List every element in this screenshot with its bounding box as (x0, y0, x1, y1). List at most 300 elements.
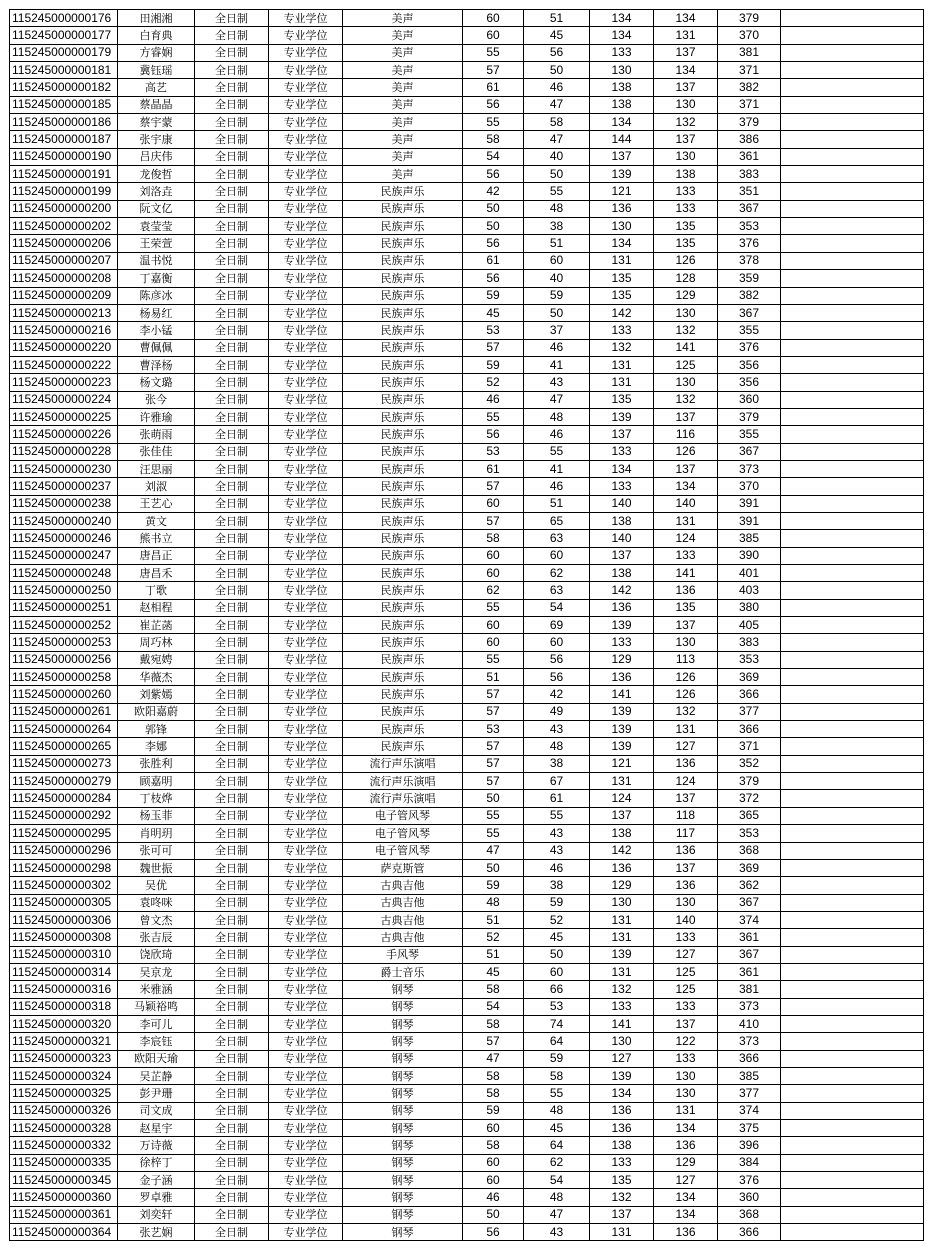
cell-degree-type: 专业学位 (269, 408, 343, 425)
cell-degree-type: 专业学位 (269, 825, 343, 842)
cell-score-politics: 58 (463, 131, 524, 148)
table-row (10, 981, 924, 998)
cell-score-subject1: 131 (590, 963, 654, 980)
cell-name: 蔡晶晶 (118, 96, 195, 113)
cell-score-politics: 50 (463, 859, 524, 876)
cell-score-politics: 42 (463, 183, 524, 200)
cell-score-politics: 60 (463, 617, 524, 634)
cell-score-english: 55 (524, 183, 590, 200)
cell-degree-type: 专业学位 (269, 27, 343, 44)
cell-candidate-id: 115245000000360 (10, 1189, 118, 1206)
cell-score-subject1: 131 (590, 911, 654, 928)
cell-score-english: 51 (524, 10, 590, 27)
cell-candidate-id: 115245000000361 (10, 1206, 118, 1223)
cell-major: 手风琴 (343, 946, 463, 963)
cell-score-english: 56 (524, 651, 590, 668)
cell-degree-type: 专业学位 (269, 304, 343, 321)
cell-remark (781, 408, 924, 425)
cell-candidate-id: 115245000000302 (10, 877, 118, 894)
cell-remark (781, 1085, 924, 1102)
table-row (10, 911, 924, 928)
table-row (10, 1085, 924, 1102)
cell-score-politics: 45 (463, 963, 524, 980)
cell-total-score: 382 (718, 287, 781, 304)
cell-score-subject2: 125 (654, 356, 718, 373)
cell-degree-type: 专业学位 (269, 339, 343, 356)
cell-score-politics: 54 (463, 998, 524, 1015)
cell-score-subject1: 137 (590, 148, 654, 165)
cell-score-subject2: 134 (654, 1206, 718, 1223)
cell-major: 民族声乐 (343, 547, 463, 564)
cell-remark (781, 1120, 924, 1137)
cell-degree-type: 专业学位 (269, 686, 343, 703)
score-table (9, 9, 924, 1241)
cell-candidate-id: 115245000000199 (10, 183, 118, 200)
cell-study-mode: 全日制 (195, 96, 269, 113)
cell-degree-type: 专业学位 (269, 391, 343, 408)
cell-total-score: 366 (718, 721, 781, 738)
cell-total-score: 352 (718, 755, 781, 772)
cell-study-mode: 全日制 (195, 790, 269, 807)
cell-score-subject1: 136 (590, 1102, 654, 1119)
table-row (10, 1137, 924, 1154)
cell-score-subject1: 132 (590, 981, 654, 998)
cell-score-subject1: 137 (590, 1206, 654, 1223)
cell-candidate-id: 115245000000328 (10, 1120, 118, 1137)
cell-score-politics: 53 (463, 443, 524, 460)
cell-study-mode: 全日制 (195, 686, 269, 703)
table-row (10, 963, 924, 980)
cell-major: 民族声乐 (343, 530, 463, 547)
cell-score-politics: 57 (463, 339, 524, 356)
cell-study-mode: 全日制 (195, 1085, 269, 1102)
cell-score-english: 56 (524, 669, 590, 686)
cell-degree-type: 专业学位 (269, 96, 343, 113)
table-row (10, 634, 924, 651)
cell-name: 吴芷静 (118, 1067, 195, 1084)
cell-score-subject1: 139 (590, 1067, 654, 1084)
cell-remark (781, 599, 924, 616)
cell-score-politics: 61 (463, 460, 524, 477)
table-row (10, 252, 924, 269)
cell-candidate-id: 115245000000246 (10, 530, 118, 547)
cell-score-english: 43 (524, 842, 590, 859)
cell-study-mode: 全日制 (195, 998, 269, 1015)
cell-score-english: 62 (524, 1154, 590, 1171)
table-row (10, 495, 924, 512)
cell-name: 唐昌正 (118, 547, 195, 564)
cell-total-score: 380 (718, 599, 781, 616)
cell-total-score: 385 (718, 1067, 781, 1084)
cell-remark (781, 426, 924, 443)
cell-candidate-id: 115245000000240 (10, 512, 118, 529)
cell-major: 民族声乐 (343, 235, 463, 252)
cell-study-mode: 全日制 (195, 62, 269, 79)
cell-score-english: 43 (524, 374, 590, 391)
cell-score-politics: 57 (463, 512, 524, 529)
cell-total-score: 374 (718, 1102, 781, 1119)
cell-name: 曾文杰 (118, 911, 195, 928)
cell-score-subject1: 135 (590, 270, 654, 287)
cell-score-politics: 55 (463, 599, 524, 616)
cell-score-subject1: 136 (590, 859, 654, 876)
cell-study-mode: 全日制 (195, 1224, 269, 1241)
table-row (10, 96, 924, 113)
cell-candidate-id: 115245000000295 (10, 825, 118, 842)
cell-name: 唐昌禾 (118, 565, 195, 582)
cell-score-politics: 60 (463, 565, 524, 582)
cell-name: 马颖裕鸣 (118, 998, 195, 1015)
cell-major: 流行声乐演唱 (343, 790, 463, 807)
table-row (10, 599, 924, 616)
cell-score-subject2: 133 (654, 929, 718, 946)
cell-score-subject2: 124 (654, 773, 718, 790)
cell-total-score: 373 (718, 460, 781, 477)
cell-score-politics: 57 (463, 62, 524, 79)
cell-major: 钢琴 (343, 1137, 463, 1154)
cell-score-subject2: 131 (654, 27, 718, 44)
cell-score-subject1: 133 (590, 322, 654, 339)
cell-score-subject2: 135 (654, 599, 718, 616)
cell-study-mode: 全日制 (195, 166, 269, 183)
cell-score-subject2: 130 (654, 634, 718, 651)
cell-study-mode: 全日制 (195, 408, 269, 425)
cell-remark (781, 894, 924, 911)
cell-remark (781, 218, 924, 235)
cell-candidate-id: 115245000000335 (10, 1154, 118, 1171)
cell-score-politics: 59 (463, 877, 524, 894)
cell-score-subject2: 127 (654, 946, 718, 963)
cell-score-english: 43 (524, 1224, 590, 1241)
cell-major: 钢琴 (343, 1120, 463, 1137)
cell-remark (781, 27, 924, 44)
cell-score-english: 40 (524, 148, 590, 165)
cell-total-score: 375 (718, 1120, 781, 1137)
cell-total-score: 369 (718, 669, 781, 686)
cell-total-score: 355 (718, 426, 781, 443)
cell-score-english: 59 (524, 287, 590, 304)
cell-score-english: 45 (524, 929, 590, 946)
cell-remark (781, 911, 924, 928)
cell-total-score: 360 (718, 1189, 781, 1206)
cell-score-subject1: 134 (590, 10, 654, 27)
cell-remark (781, 252, 924, 269)
cell-major: 电子管风琴 (343, 825, 463, 842)
cell-name: 顾嘉明 (118, 773, 195, 790)
cell-degree-type: 专业学位 (269, 911, 343, 928)
cell-total-score: 353 (718, 825, 781, 842)
cell-major: 民族声乐 (343, 565, 463, 582)
cell-score-politics: 47 (463, 842, 524, 859)
cell-name: 杨文璐 (118, 374, 195, 391)
cell-degree-type: 专业学位 (269, 478, 343, 495)
cell-remark (781, 235, 924, 252)
cell-name: 赵相程 (118, 599, 195, 616)
table-row (10, 148, 924, 165)
table-row (10, 859, 924, 876)
cell-study-mode: 全日制 (195, 10, 269, 27)
cell-score-subject2: 141 (654, 565, 718, 582)
cell-degree-type: 专业学位 (269, 1120, 343, 1137)
cell-remark (781, 703, 924, 720)
cell-score-english: 60 (524, 252, 590, 269)
cell-score-english: 51 (524, 495, 590, 512)
cell-candidate-id: 115245000000200 (10, 200, 118, 217)
cell-name: 饶欣琦 (118, 946, 195, 963)
cell-name: 李娜 (118, 738, 195, 755)
cell-score-english: 48 (524, 408, 590, 425)
cell-total-score: 391 (718, 512, 781, 529)
cell-major: 萨克斯管 (343, 859, 463, 876)
cell-name: 王荣萱 (118, 235, 195, 252)
cell-score-subject2: 118 (654, 807, 718, 824)
cell-study-mode: 全日制 (195, 1189, 269, 1206)
cell-score-subject1: 138 (590, 512, 654, 529)
cell-total-score: 376 (718, 339, 781, 356)
cell-score-subject1: 127 (590, 1050, 654, 1067)
cell-study-mode: 全日制 (195, 877, 269, 894)
cell-score-subject2: 138 (654, 166, 718, 183)
cell-remark (781, 807, 924, 824)
cell-score-subject1: 140 (590, 530, 654, 547)
cell-score-subject2: 137 (654, 790, 718, 807)
cell-study-mode: 全日制 (195, 287, 269, 304)
cell-score-politics: 58 (463, 1067, 524, 1084)
cell-score-subject2: 130 (654, 1067, 718, 1084)
cell-remark (781, 356, 924, 373)
cell-remark (781, 79, 924, 96)
cell-remark (781, 929, 924, 946)
cell-name: 刘淑 (118, 478, 195, 495)
cell-score-politics: 56 (463, 235, 524, 252)
cell-candidate-id: 115245000000224 (10, 391, 118, 408)
cell-study-mode: 全日制 (195, 634, 269, 651)
cell-score-subject1: 133 (590, 478, 654, 495)
cell-candidate-id: 115245000000253 (10, 634, 118, 651)
cell-study-mode: 全日制 (195, 582, 269, 599)
cell-remark (781, 460, 924, 477)
cell-total-score: 356 (718, 356, 781, 373)
cell-study-mode: 全日制 (195, 946, 269, 963)
cell-study-mode: 全日制 (195, 1015, 269, 1032)
cell-name: 吴优 (118, 877, 195, 894)
cell-remark (781, 634, 924, 651)
cell-remark (781, 721, 924, 738)
cell-candidate-id: 115245000000318 (10, 998, 118, 1015)
cell-score-subject1: 130 (590, 62, 654, 79)
table-row (10, 894, 924, 911)
cell-score-subject2: 136 (654, 755, 718, 772)
cell-score-politics: 52 (463, 929, 524, 946)
cell-name: 司文成 (118, 1102, 195, 1119)
cell-study-mode: 全日制 (195, 703, 269, 720)
cell-candidate-id: 115245000000230 (10, 460, 118, 477)
cell-study-mode: 全日制 (195, 1120, 269, 1137)
cell-remark (781, 1154, 924, 1171)
cell-score-subject2: 130 (654, 96, 718, 113)
cell-score-politics: 57 (463, 1033, 524, 1050)
cell-candidate-id: 115245000000316 (10, 981, 118, 998)
cell-degree-type: 专业学位 (269, 946, 343, 963)
cell-degree-type: 专业学位 (269, 235, 343, 252)
cell-major: 美声 (343, 114, 463, 131)
cell-name: 汪思丽 (118, 460, 195, 477)
table-row (10, 565, 924, 582)
cell-score-subject1: 138 (590, 825, 654, 842)
cell-candidate-id: 115245000000202 (10, 218, 118, 235)
cell-score-english: 37 (524, 322, 590, 339)
table-row (10, 322, 924, 339)
cell-name: 崔芷菡 (118, 617, 195, 634)
cell-candidate-id: 115245000000292 (10, 807, 118, 824)
cell-score-subject2: 122 (654, 1033, 718, 1050)
cell-score-politics: 56 (463, 426, 524, 443)
cell-degree-type: 专业学位 (269, 356, 343, 373)
cell-score-english: 65 (524, 512, 590, 529)
cell-degree-type: 专业学位 (269, 131, 343, 148)
cell-total-score: 356 (718, 374, 781, 391)
cell-score-english: 43 (524, 721, 590, 738)
cell-study-mode: 全日制 (195, 842, 269, 859)
cell-major: 民族声乐 (343, 582, 463, 599)
cell-candidate-id: 115245000000320 (10, 1015, 118, 1032)
table-row (10, 1033, 924, 1050)
cell-candidate-id: 115245000000284 (10, 790, 118, 807)
cell-name: 刘洛垚 (118, 183, 195, 200)
cell-score-subject1: 134 (590, 460, 654, 477)
table-row (10, 44, 924, 61)
cell-total-score: 384 (718, 1154, 781, 1171)
cell-remark (781, 96, 924, 113)
table-row (10, 374, 924, 391)
cell-major: 民族声乐 (343, 270, 463, 287)
cell-score-politics: 57 (463, 773, 524, 790)
cell-major: 流行声乐演唱 (343, 755, 463, 772)
cell-candidate-id: 115245000000207 (10, 252, 118, 269)
cell-candidate-id: 115245000000191 (10, 166, 118, 183)
cell-score-subject2: 141 (654, 339, 718, 356)
table-row (10, 1015, 924, 1032)
cell-remark (781, 790, 924, 807)
cell-remark (781, 1206, 924, 1223)
cell-score-english: 59 (524, 1050, 590, 1067)
cell-score-subject1: 138 (590, 96, 654, 113)
cell-major: 钢琴 (343, 1102, 463, 1119)
cell-remark (781, 1224, 924, 1241)
cell-score-english: 59 (524, 894, 590, 911)
cell-remark (781, 1137, 924, 1154)
cell-score-politics: 57 (463, 738, 524, 755)
cell-score-subject1: 139 (590, 721, 654, 738)
cell-name: 袁咚咪 (118, 894, 195, 911)
cell-major: 民族声乐 (343, 721, 463, 738)
cell-remark (781, 842, 924, 859)
table-row (10, 10, 924, 27)
cell-remark (781, 495, 924, 512)
cell-candidate-id: 115245000000326 (10, 1102, 118, 1119)
cell-score-english: 46 (524, 859, 590, 876)
cell-candidate-id: 115245000000345 (10, 1172, 118, 1189)
cell-degree-type: 专业学位 (269, 287, 343, 304)
cell-name: 刘紫嫣 (118, 686, 195, 703)
cell-candidate-id: 115245000000256 (10, 651, 118, 668)
cell-score-politics: 62 (463, 582, 524, 599)
cell-candidate-id: 115245000000228 (10, 443, 118, 460)
cell-major: 民族声乐 (343, 634, 463, 651)
cell-total-score: 374 (718, 911, 781, 928)
cell-total-score: 396 (718, 1137, 781, 1154)
cell-score-english: 61 (524, 790, 590, 807)
cell-score-subject2: 133 (654, 547, 718, 564)
cell-name: 欧阳天瑜 (118, 1050, 195, 1067)
cell-score-subject2: 129 (654, 287, 718, 304)
cell-degree-type: 专业学位 (269, 842, 343, 859)
cell-score-subject1: 131 (590, 773, 654, 790)
cell-major: 钢琴 (343, 1154, 463, 1171)
cell-degree-type: 专业学位 (269, 998, 343, 1015)
cell-degree-type: 专业学位 (269, 114, 343, 131)
cell-study-mode: 全日制 (195, 478, 269, 495)
cell-study-mode: 全日制 (195, 1206, 269, 1223)
cell-score-politics: 57 (463, 703, 524, 720)
cell-candidate-id: 115245000000296 (10, 842, 118, 859)
cell-major: 古典吉他 (343, 877, 463, 894)
cell-name: 金子涵 (118, 1172, 195, 1189)
cell-degree-type: 专业学位 (269, 1154, 343, 1171)
cell-name: 阮文亿 (118, 200, 195, 217)
cell-score-politics: 58 (463, 530, 524, 547)
cell-name: 王艺心 (118, 495, 195, 512)
cell-remark (781, 651, 924, 668)
cell-total-score: 353 (718, 218, 781, 235)
cell-remark (781, 755, 924, 772)
cell-major: 美声 (343, 27, 463, 44)
table-row (10, 287, 924, 304)
cell-candidate-id: 115245000000305 (10, 894, 118, 911)
cell-total-score: 366 (718, 1224, 781, 1241)
cell-score-english: 48 (524, 738, 590, 755)
cell-study-mode: 全日制 (195, 495, 269, 512)
cell-remark (781, 998, 924, 1015)
cell-degree-type: 专业学位 (269, 1102, 343, 1119)
cell-name: 张艺娴 (118, 1224, 195, 1241)
cell-study-mode: 全日制 (195, 114, 269, 131)
cell-score-politics: 50 (463, 790, 524, 807)
cell-score-english: 53 (524, 998, 590, 1015)
cell-major: 钢琴 (343, 1085, 463, 1102)
cell-degree-type: 专业学位 (269, 669, 343, 686)
cell-score-politics: 56 (463, 270, 524, 287)
cell-total-score: 386 (718, 131, 781, 148)
cell-score-subject1: 133 (590, 634, 654, 651)
cell-score-politics: 56 (463, 166, 524, 183)
cell-total-score: 366 (718, 686, 781, 703)
cell-degree-type: 专业学位 (269, 1137, 343, 1154)
cell-remark (781, 339, 924, 356)
table-row (10, 1172, 924, 1189)
cell-degree-type: 专业学位 (269, 512, 343, 529)
cell-study-mode: 全日制 (195, 235, 269, 252)
cell-score-subject1: 134 (590, 235, 654, 252)
table-row (10, 842, 924, 859)
cell-total-score: 353 (718, 651, 781, 668)
cell-remark (781, 1050, 924, 1067)
cell-name: 白育典 (118, 27, 195, 44)
cell-degree-type: 专业学位 (269, 582, 343, 599)
cell-candidate-id: 115245000000321 (10, 1033, 118, 1050)
cell-candidate-id: 115245000000176 (10, 10, 118, 27)
cell-candidate-id: 115245000000186 (10, 114, 118, 131)
